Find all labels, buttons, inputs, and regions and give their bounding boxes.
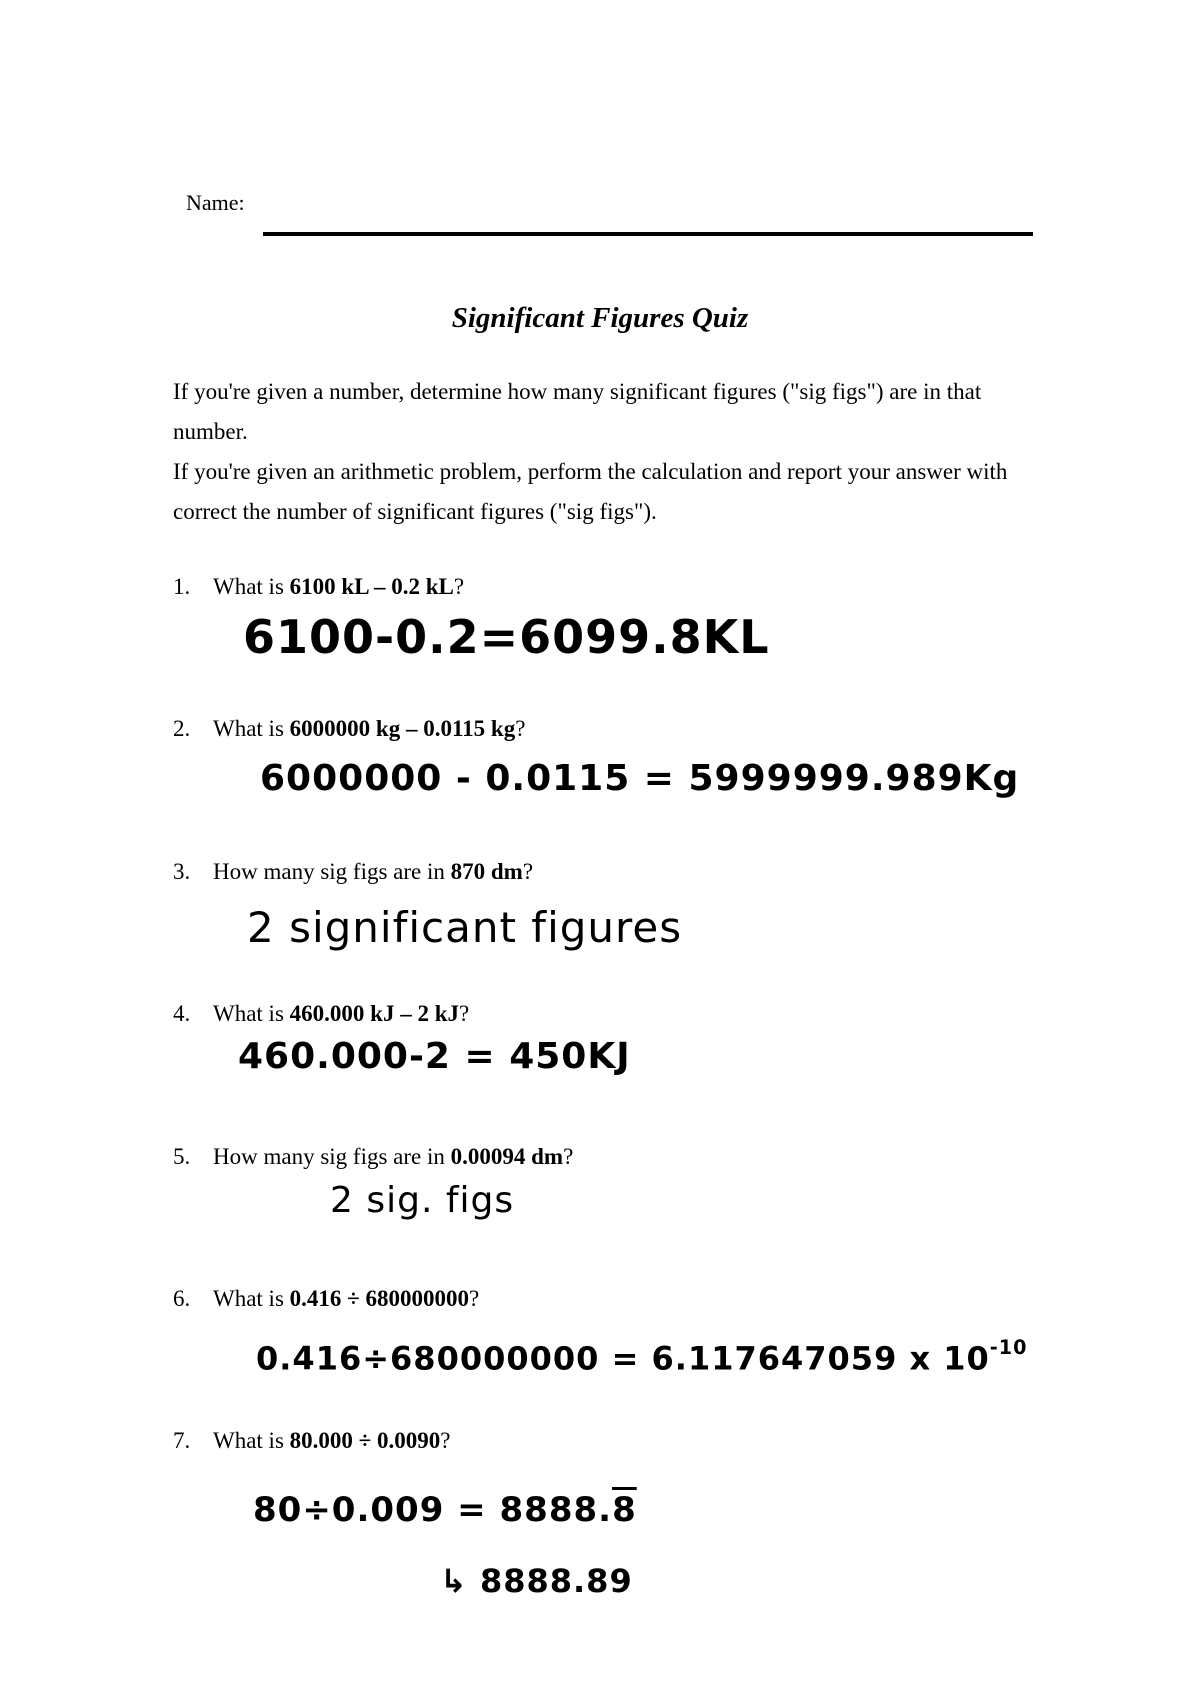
answer-7-repeating-digit: 8 <box>612 1490 637 1530</box>
question-3 <box>173 859 533 885</box>
question-number: 6. <box>173 1286 191 1311</box>
question-suffix: ? <box>522 859 534 884</box>
question-2 <box>173 716 525 742</box>
handwritten-answer-7-rounded: ↳ 8888.89 <box>440 1562 633 1600</box>
handwritten-answer-6 <box>256 1336 1027 1377</box>
question-suffix: ? <box>469 1286 480 1311</box>
question-text: What is <box>213 1428 290 1453</box>
question-suffix: ? <box>440 1428 451 1453</box>
question-number: 7. <box>173 1428 191 1453</box>
question-6 <box>173 1286 479 1312</box>
question-expression: 6100 kL – 0.2 kL <box>289 574 454 599</box>
question-text: What is <box>213 1001 290 1026</box>
handwritten-answer-4: 460.000-2 = 450KJ <box>238 1036 631 1077</box>
instructions <box>173 372 1053 532</box>
question-suffix: ? <box>453 574 465 599</box>
question-suffix: ? <box>563 1144 574 1169</box>
quiz-title: Significant Figures Quiz <box>451 302 749 334</box>
question-expression: 6000000 kg – 0.0115 kg <box>289 716 516 741</box>
question-expression: 0.416 ÷ 680000000 <box>289 1286 470 1311</box>
question-suffix: ? <box>515 716 526 741</box>
question-expression: 80.000 ÷ 0.0090 <box>289 1428 441 1453</box>
question-suffix: ? <box>459 1001 470 1026</box>
question-text: How many sig figs are in <box>213 1144 451 1169</box>
question-text: What is <box>213 716 290 741</box>
handwritten-answer-7 <box>253 1490 637 1530</box>
question-number: 3. <box>173 859 191 884</box>
handwritten-answer-5: 2 sig. figs <box>330 1180 515 1221</box>
question-5 <box>173 1144 573 1170</box>
question-text: How many sig figs are in <box>213 859 451 884</box>
question-expression: 870 dm <box>450 859 523 884</box>
answer-7-main: 80÷0.009 = 8888. <box>253 1490 613 1530</box>
question-number: 5. <box>173 1144 191 1169</box>
name-label: Name: <box>186 190 245 215</box>
answer-6-exponent: -10 <box>989 1336 1028 1359</box>
handwritten-answer-1: 6100-0.2=6099.8KL <box>243 610 770 664</box>
instruction-2: If you're given an arithmetic problem, perform the calculation and report your answer with correct the number of significant figures ("sig figs"). <box>173 459 1008 524</box>
question-text: What is <box>213 574 290 599</box>
question-expression: 0.00094 dm <box>450 1144 564 1169</box>
question-4 <box>173 1001 469 1027</box>
handwritten-answer-2: 6000000 - 0.0115 = 5999999.989Kg <box>260 758 1020 799</box>
answer-6-main: 0.416÷680000000 = 6.117647059 x 10 <box>256 1339 990 1378</box>
name-blank-line <box>263 232 1033 236</box>
handwritten-answer-3: 2 significant figures <box>247 903 683 952</box>
question-expression: 460.000 kJ – 2 kJ <box>289 1001 459 1026</box>
question-number: 2. <box>173 716 191 741</box>
question-number: 1. <box>173 574 191 599</box>
question-number: 4. <box>173 1001 191 1026</box>
instruction-1: If you're given a number, determine how many significant figures ("sig figs") are in that number. <box>173 379 982 444</box>
question-7 <box>173 1428 451 1454</box>
question-text: What is <box>213 1286 290 1311</box>
question-1 <box>173 574 464 600</box>
